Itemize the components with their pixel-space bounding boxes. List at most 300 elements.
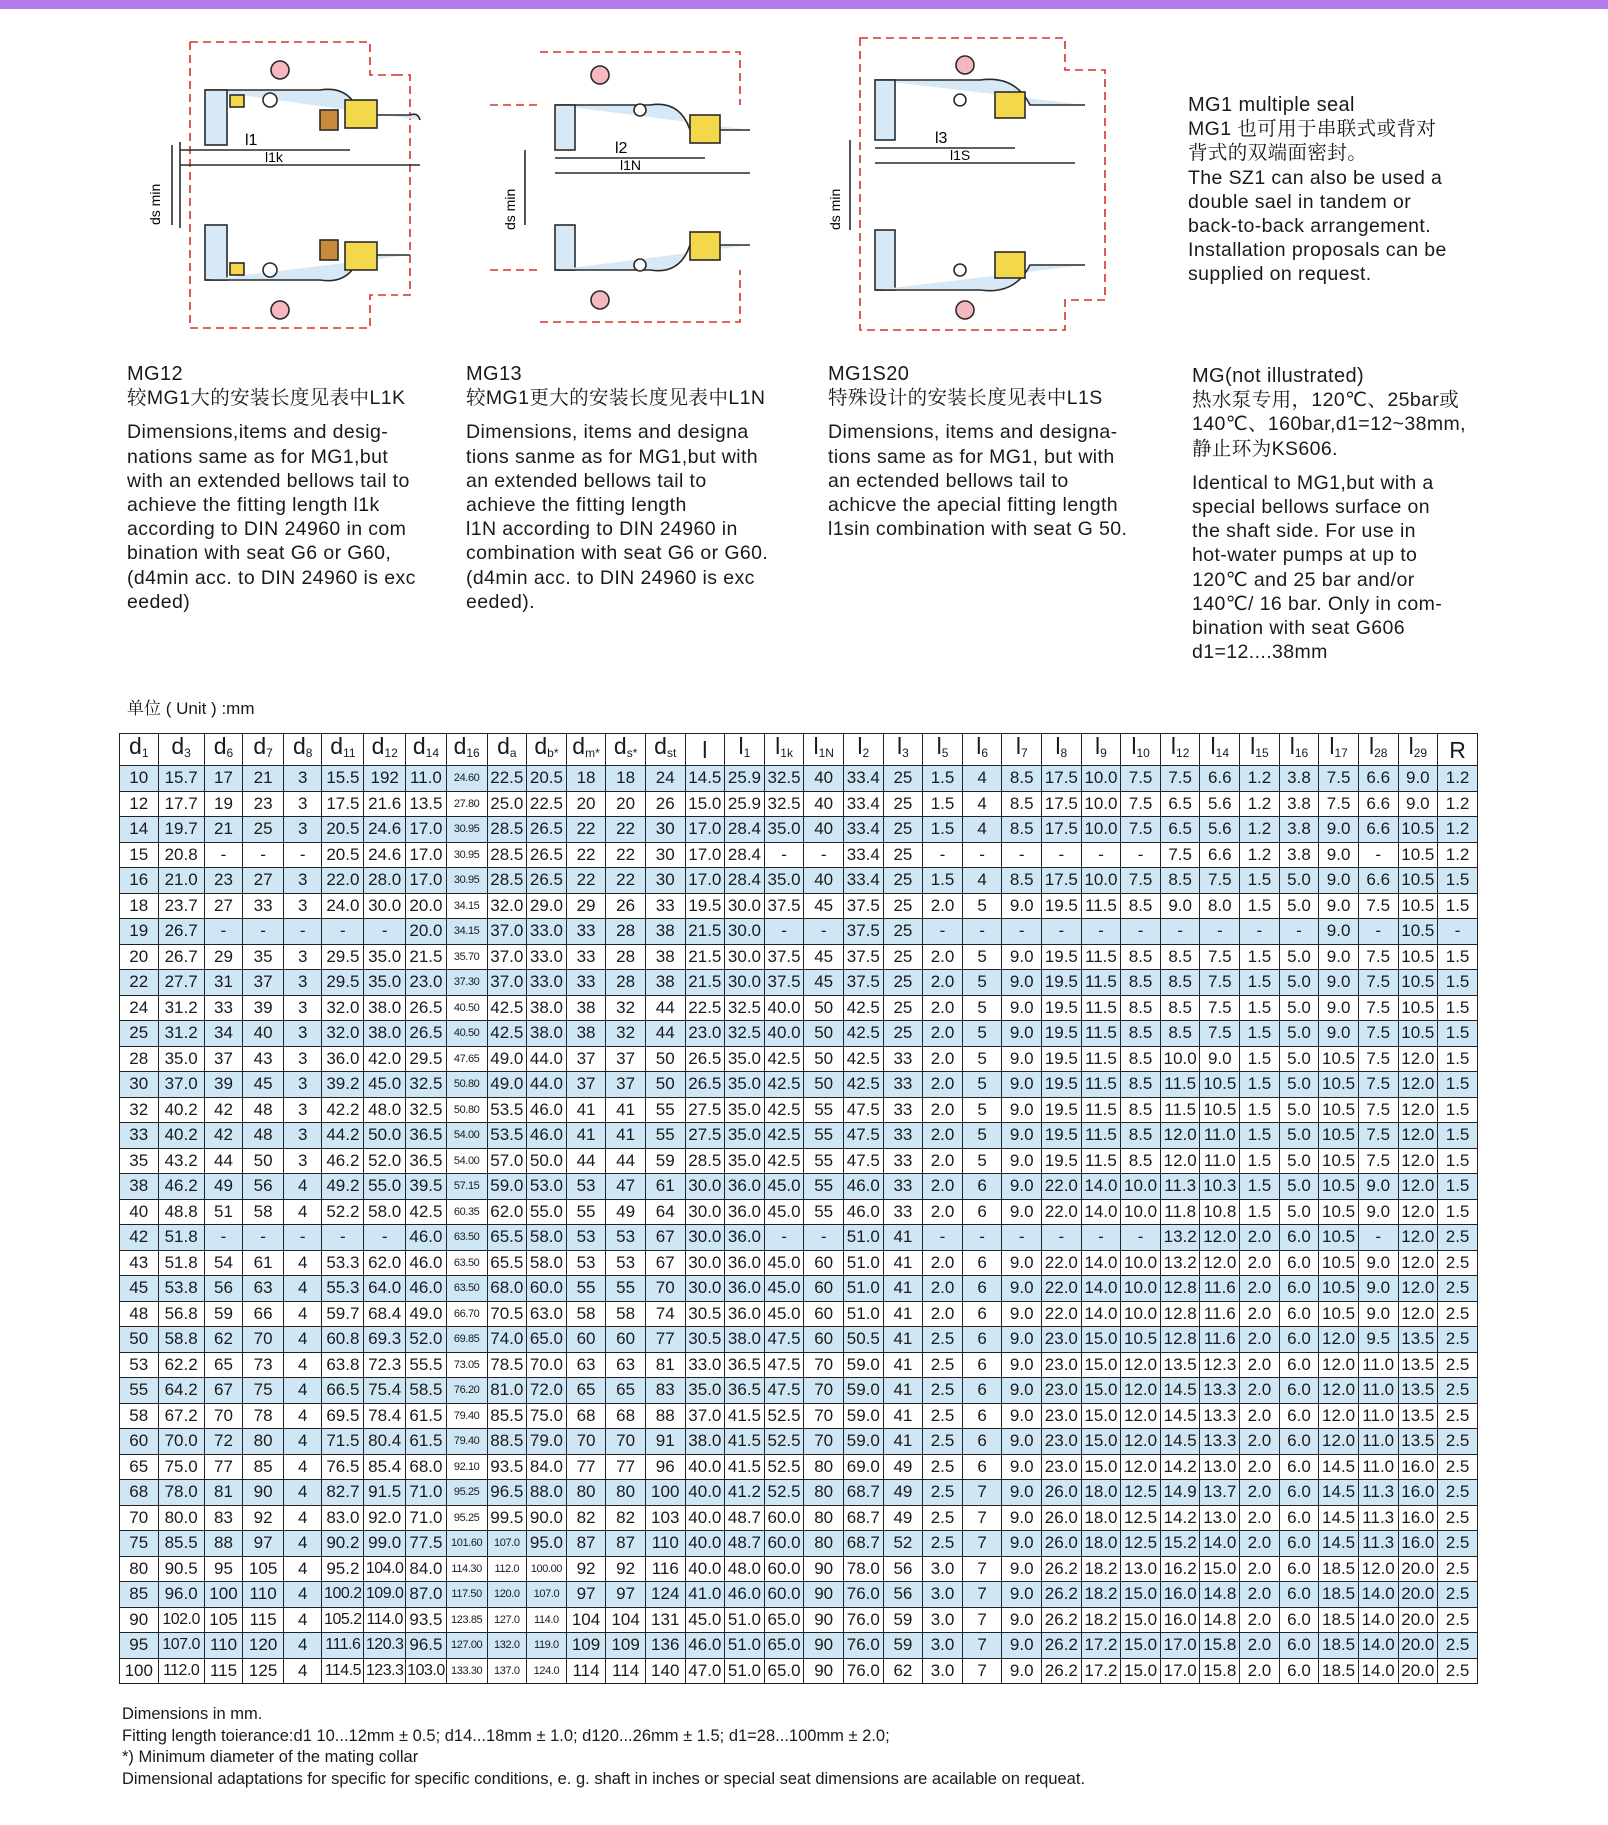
table-cell: 37.5: [764, 944, 804, 970]
table-cell: 62: [204, 1327, 243, 1353]
table-cell: 42.5: [764, 1123, 804, 1149]
table-cell: 35.0: [725, 1123, 765, 1149]
table-cell: -: [764, 842, 804, 868]
table-cell: 26.5: [406, 995, 447, 1021]
table-cell: 50.80: [446, 1072, 487, 1098]
table-cell: 67: [204, 1378, 243, 1404]
table-cell: 25.0: [487, 791, 527, 817]
table-cell: 10: [120, 766, 159, 792]
table-cell: 105.2: [322, 1607, 364, 1633]
table-cell: 5: [962, 1123, 1002, 1149]
table-cell: 73.05: [446, 1352, 487, 1378]
table-cell: 45: [804, 893, 844, 919]
table-cell: 116: [645, 1556, 685, 1582]
table-cell: 53: [606, 1225, 646, 1251]
table-cell: 48.7: [725, 1505, 765, 1531]
table-cell: -: [1042, 842, 1082, 868]
table-cell: 6.5: [1160, 817, 1200, 843]
table-cell: -: [1121, 1225, 1161, 1251]
table-row: [120, 1046, 1478, 1072]
table-cell: 33: [120, 1123, 159, 1149]
table-cell: 65.0: [764, 1633, 804, 1659]
table-cell: 20.0: [1398, 1556, 1438, 1582]
table-cell: 6: [962, 1378, 1002, 1404]
table-cell: 19.5: [1042, 893, 1082, 919]
table-cell: 63.50: [446, 1225, 487, 1251]
table-cell: 49: [606, 1199, 646, 1225]
table-cell: 21: [243, 766, 284, 792]
table-cell: 12.0: [1398, 1046, 1438, 1072]
table-cell: 53: [120, 1352, 159, 1378]
table-cell: 72: [204, 1429, 243, 1455]
table-cell: 25: [883, 817, 923, 843]
table-cell: 66.70: [446, 1301, 487, 1327]
table-cell: 25: [883, 842, 923, 868]
table-cell: 22: [606, 842, 646, 868]
table-cell: 62.0: [487, 1199, 527, 1225]
table-cell: -: [1002, 919, 1042, 945]
table-cell: 91: [645, 1429, 685, 1455]
table-cell: 2.0: [923, 1123, 963, 1149]
table-cell: 90: [804, 1582, 844, 1608]
mg1s20-l3-label: l3: [935, 130, 948, 147]
table-cell: 112.0: [487, 1556, 527, 1582]
table-cell: 12.0: [1319, 1403, 1359, 1429]
table-cell: 12.0: [1398, 1097, 1438, 1123]
table-cell: 192: [364, 766, 406, 792]
table-cell: 26.0: [1042, 1505, 1082, 1531]
table-cell: 22.0: [1042, 1174, 1082, 1200]
table-cell: 109: [566, 1633, 606, 1659]
table-cell: 18.5: [1319, 1607, 1359, 1633]
table-cell: 111.6: [322, 1633, 364, 1659]
table-cell: 28: [606, 944, 646, 970]
table-cell: 60: [566, 1327, 606, 1353]
table-cell: 120.3: [364, 1633, 406, 1659]
table-cell: 4: [283, 1505, 322, 1531]
table-cell: 1.5: [923, 791, 963, 817]
table-cell: 22: [566, 868, 606, 894]
table-cell: 22: [606, 868, 646, 894]
table-cell: 90.2: [322, 1531, 364, 1557]
table-cell: 69.3: [364, 1327, 406, 1353]
table-cell: 19.5: [685, 893, 725, 919]
table-cell: 13.0: [1121, 1556, 1161, 1582]
table-cell: 51.0: [843, 1301, 883, 1327]
table-cell: 30: [645, 842, 685, 868]
table-cell: 9.0: [1200, 1046, 1240, 1072]
table-cell: 32.0: [322, 1021, 364, 1047]
table-cell: 10.5: [1200, 1097, 1240, 1123]
table-cell: 49: [883, 1480, 923, 1506]
table-cell: 4: [283, 1633, 322, 1659]
table-cell: 2.5: [1438, 1352, 1478, 1378]
table-cell: 137.0: [487, 1658, 527, 1684]
table-cell: 35.0: [158, 1046, 204, 1072]
table-row: [120, 1072, 1478, 1098]
table-cell: 4: [962, 817, 1002, 843]
table-cell: 87: [566, 1531, 606, 1557]
table-cell: 1.5: [1438, 1046, 1478, 1072]
table-cell: 45.0: [764, 1301, 804, 1327]
table-cell: 65.5: [487, 1225, 527, 1251]
table-cell: 8.5: [1121, 1072, 1161, 1098]
table-cell: 9.0: [1002, 1072, 1042, 1098]
table-cell: 33.0: [685, 1352, 725, 1378]
table-cell: 33: [566, 944, 606, 970]
table-cell: 13.3: [1200, 1378, 1240, 1404]
table-cell: 9.0: [1002, 1378, 1042, 1404]
table-cell: 6: [962, 1327, 1002, 1353]
table-cell: 3: [283, 817, 322, 843]
table-cell: 2.0: [923, 893, 963, 919]
footnotes: [122, 1704, 1085, 1790]
table-cell: 4: [283, 1582, 322, 1608]
table-cell: 6.0: [1279, 1250, 1319, 1276]
mg-chinese-line-1: 热水泵专用，120℃、25bar或: [1192, 389, 1460, 412]
table-cell: 23.0: [406, 970, 447, 996]
table-cell: 11.3: [1160, 1174, 1200, 1200]
table-cell: 33.4: [843, 842, 883, 868]
table-cell: 12.3: [1200, 1352, 1240, 1378]
table-cell: 22: [606, 817, 646, 843]
column-header-l1k: $l_{1k}$: [764, 734, 804, 766]
table-cell: 60: [804, 1327, 844, 1353]
table-row: [120, 1225, 1478, 1251]
table-cell: 114: [566, 1658, 606, 1684]
table-cell: 46.0: [843, 1174, 883, 1200]
table-cell: 127.0: [487, 1607, 527, 1633]
table-cell: -: [1358, 842, 1398, 868]
table-cell: 22: [566, 817, 606, 843]
table-cell: 44: [606, 1148, 646, 1174]
table-cell: 1.5: [1438, 1199, 1478, 1225]
table-cell: 37: [566, 1072, 606, 1098]
table-cell: 58: [606, 1301, 646, 1327]
table-cell: 17.0: [1160, 1633, 1200, 1659]
table-cell: 25: [883, 893, 923, 919]
table-cell: 76.0: [843, 1582, 883, 1608]
table-cell: 28.5: [487, 817, 527, 843]
table-cell: 51.8: [158, 1225, 204, 1251]
table-cell: 70: [120, 1505, 159, 1531]
table-cell: 12.0: [1398, 1174, 1438, 1200]
table-cell: 90: [243, 1480, 284, 1506]
mg-line-2: special bellows surface on: [1192, 496, 1431, 519]
table-cell: 22.0: [1042, 1250, 1082, 1276]
table-cell: 6.0: [1279, 1607, 1319, 1633]
table-cell: 3: [283, 893, 322, 919]
table-cell: 56: [883, 1582, 923, 1608]
table-cell: 123.3: [364, 1658, 406, 1684]
table-cell: 54.00: [446, 1123, 487, 1149]
table-cell: -: [283, 919, 322, 945]
mg13-line-8: eeded).: [466, 590, 535, 613]
table-cell: 41: [606, 1123, 646, 1149]
table-cell: 20.0: [1398, 1658, 1438, 1684]
table-row: [120, 817, 1478, 843]
column-header-l29: $l_{29}$: [1398, 734, 1438, 766]
table-cell: 40.0: [685, 1480, 725, 1506]
table-cell: 2.0: [923, 1276, 963, 1302]
mg12-title: MG12: [127, 363, 184, 385]
table-cell: 77: [566, 1454, 606, 1480]
table-cell: 47.5: [764, 1352, 804, 1378]
mg13-l2-label: l2: [615, 140, 628, 157]
table-cell: 2.5: [923, 1454, 963, 1480]
table-cell: 43: [120, 1250, 159, 1276]
table-cell: 77: [645, 1327, 685, 1353]
table-cell: 18.5: [1319, 1633, 1359, 1659]
table-cell: 55.0: [527, 1199, 567, 1225]
table-cell: 6.6: [1200, 842, 1240, 868]
table-cell: 53.8: [158, 1276, 204, 1302]
mg12-ds-min-label: ds min: [147, 183, 163, 225]
table-cell: 1.5: [1438, 893, 1478, 919]
table-cell: 35.0: [685, 1378, 725, 1404]
table-cell: 28.4: [725, 842, 765, 868]
table-cell: 33: [883, 1174, 923, 1200]
table-cell: 60.8: [322, 1327, 364, 1353]
table-cell: 60.0: [764, 1556, 804, 1582]
table-cell: 37.5: [843, 970, 883, 996]
table-cell: 20.8: [158, 842, 204, 868]
table-cell: -: [764, 1225, 804, 1251]
table-cell: 59.0: [487, 1174, 527, 1200]
table-cell: 41: [566, 1123, 606, 1149]
table-cell: 15.0: [685, 791, 725, 817]
mg13-line-7: (d4min acc. to DIN 24960 is exc: [466, 566, 755, 589]
table-cell: 37.5: [843, 944, 883, 970]
table-cell: -: [962, 842, 1002, 868]
table-cell: 53.0: [527, 1174, 567, 1200]
table-cell: 65.0: [764, 1607, 804, 1633]
table-cell: -: [962, 919, 1002, 945]
table-cell: 7.5: [1160, 766, 1200, 792]
table-cell: 6.5: [1160, 791, 1200, 817]
table-cell: 8.5: [1121, 1123, 1161, 1149]
table-cell: 5.0: [1279, 1021, 1319, 1047]
table-row: [120, 1633, 1478, 1659]
table-cell: 25.9: [725, 766, 765, 792]
table-row: [120, 1480, 1478, 1506]
table-cell: 81: [645, 1352, 685, 1378]
table-cell: 1.5: [1438, 1174, 1478, 1200]
table-cell: 11.3: [1358, 1505, 1398, 1531]
table-cell: 52.5: [764, 1454, 804, 1480]
table-cell: 49.0: [406, 1301, 447, 1327]
table-cell: 55: [804, 1148, 844, 1174]
table-cell: 16.0: [1398, 1505, 1438, 1531]
table-cell: 25: [243, 817, 284, 843]
table-cell: 4: [283, 1250, 322, 1276]
table-cell: -: [1279, 919, 1319, 945]
table-cell: 7.5: [1121, 791, 1161, 817]
table-cell: 13.3: [1200, 1429, 1240, 1455]
table-cell: 42.5: [764, 1072, 804, 1098]
table-cell: 55: [566, 1199, 606, 1225]
table-cell: 91.5: [364, 1480, 406, 1506]
table-cell: 47: [606, 1174, 646, 1200]
table-cell: 16: [120, 868, 159, 894]
table-cell: 5.0: [1279, 1174, 1319, 1200]
table-cell: 30.0: [685, 1250, 725, 1276]
table-cell: 76.5: [322, 1454, 364, 1480]
column-header-l15: $l_{15}$: [1240, 734, 1280, 766]
table-cell: 2.5: [1438, 1276, 1478, 1302]
table-cell: 36.0: [725, 1225, 765, 1251]
table-cell: 63.50: [446, 1276, 487, 1302]
table-cell: 115: [204, 1658, 243, 1684]
table-cell: 37: [606, 1046, 646, 1072]
table-cell: -: [962, 1225, 1002, 1251]
table-cell: 14.0: [1358, 1633, 1398, 1659]
table-cell: 4: [962, 868, 1002, 894]
table-cell: 32.5: [764, 766, 804, 792]
table-row: [120, 1123, 1478, 1149]
table-cell: 8.0: [1200, 893, 1240, 919]
table-cell: 70: [606, 1429, 646, 1455]
table-cell: 44: [204, 1148, 243, 1174]
table-cell: 10.5: [1319, 1199, 1359, 1225]
table-cell: 50.0: [364, 1123, 406, 1149]
table-cell: 45: [804, 970, 844, 996]
mg12-line-5: according to DIN 24960 in com: [127, 518, 407, 541]
table-cell: 15.0: [1081, 1429, 1121, 1455]
table-cell: 73: [243, 1352, 284, 1378]
table-cell: 55: [804, 1097, 844, 1123]
table-cell: 85: [243, 1454, 284, 1480]
table-cell: 30.0: [685, 1225, 725, 1251]
table-cell: 33: [566, 919, 606, 945]
table-cell: 10.5: [1319, 1250, 1359, 1276]
table-cell: 8.5: [1121, 1021, 1161, 1047]
table-cell: 2.0: [923, 1072, 963, 1098]
table-cell: 42.5: [843, 995, 883, 1021]
table-cell: 1.5: [923, 766, 963, 792]
table-cell: 48.7: [725, 1531, 765, 1557]
table-cell: 41: [883, 1225, 923, 1251]
table-cell: 6.0: [1279, 1403, 1319, 1429]
table-cell: 5.0: [1279, 970, 1319, 996]
table-cell: 50.80: [446, 1097, 487, 1123]
table-cell: 1.2: [1240, 842, 1280, 868]
table-cell: -: [243, 1225, 284, 1251]
table-cell: 4: [283, 1658, 322, 1684]
table-cell: 32.5: [406, 1072, 447, 1098]
table-cell: 51.0: [725, 1633, 765, 1659]
table-cell: 11.0: [1200, 1148, 1240, 1174]
table-cell: 4: [283, 1454, 322, 1480]
table-cell: 13.0: [1200, 1454, 1240, 1480]
table-cell: 33.0: [527, 970, 567, 996]
table-cell: 66: [243, 1301, 284, 1327]
table-cell: 7: [962, 1607, 1002, 1633]
table-cell: 9.0: [1002, 1046, 1042, 1072]
table-cell: 37.0: [487, 970, 527, 996]
table-cell: 65: [120, 1454, 159, 1480]
table-cell: 10.5: [1200, 1072, 1240, 1098]
table-cell: 62: [883, 1658, 923, 1684]
table-cell: 2.0: [923, 1174, 963, 1200]
table-cell: 14.2: [1160, 1505, 1200, 1531]
table-cell: 18.5: [1319, 1582, 1359, 1608]
table-cell: 14.5: [685, 766, 725, 792]
table-cell: -: [804, 1225, 844, 1251]
table-row: [120, 1097, 1478, 1123]
table-cell: 56: [243, 1174, 284, 1200]
table-cell: 20.0: [1398, 1633, 1438, 1659]
table-cell: 70.0: [158, 1429, 204, 1455]
table-cell: 12.5: [1121, 1480, 1161, 1506]
table-cell: 37.0: [685, 1403, 725, 1429]
table-cell: 23.0: [1042, 1378, 1082, 1404]
table-cell: 9.0: [1002, 1480, 1042, 1506]
table-cell: 12: [120, 791, 159, 817]
table-cell: 18.5: [1319, 1658, 1359, 1684]
table-cell: 9.0: [1002, 1454, 1042, 1480]
table-cell: 51.0: [843, 1276, 883, 1302]
table-cell: 52.2: [322, 1199, 364, 1225]
table-cell: 65: [204, 1352, 243, 1378]
table-cell: 78.0: [158, 1480, 204, 1506]
table-cell: 46.0: [843, 1199, 883, 1225]
table-cell: 7: [962, 1633, 1002, 1659]
table-cell: 18.0: [1081, 1531, 1121, 1557]
table-cell: 10.5: [1319, 1123, 1359, 1149]
table-cell: 59: [883, 1633, 923, 1659]
table-cell: 13.5: [1398, 1327, 1438, 1353]
table-cell: 17.0: [406, 817, 447, 843]
table-cell: 6: [962, 1250, 1002, 1276]
table-cell: -: [923, 919, 963, 945]
table-cell: 58.5: [406, 1378, 447, 1404]
mg13-cross-section: [490, 30, 780, 340]
table-cell: 8.5: [1002, 766, 1042, 792]
table-cell: 8.5: [1121, 970, 1161, 996]
table-cell: 4: [962, 791, 1002, 817]
table-cell: 7: [962, 1480, 1002, 1506]
table-cell: 62.2: [158, 1352, 204, 1378]
table-cell: 96.5: [406, 1633, 447, 1659]
table-cell: 5.0: [1279, 1123, 1319, 1149]
table-cell: 90: [804, 1607, 844, 1633]
table-cell: 23.0: [1042, 1454, 1082, 1480]
table-cell: 47.0: [685, 1658, 725, 1684]
table-cell: 62.0: [364, 1250, 406, 1276]
table-cell: 3.8: [1279, 842, 1319, 868]
table-cell: 5.0: [1279, 1199, 1319, 1225]
table-cell: 14.5: [1319, 1505, 1359, 1531]
table-cell: 47.5: [764, 1378, 804, 1404]
table-cell: 11.5: [1081, 1097, 1121, 1123]
table-cell: 55: [645, 1123, 685, 1149]
table-cell: 26.5: [685, 1046, 725, 1072]
table-cell: 47.5: [843, 1097, 883, 1123]
column-header-d1: $d_1$: [120, 734, 159, 766]
table-cell: 88.0: [527, 1480, 567, 1506]
table-cell: -: [1121, 919, 1161, 945]
table-cell: 11.6: [1200, 1301, 1240, 1327]
table-cell: 33: [883, 1097, 923, 1123]
table-cell: 11.0: [1358, 1454, 1398, 1480]
table-cell: 120.0: [487, 1582, 527, 1608]
table-cell: 35.0: [725, 1046, 765, 1072]
table-cell: 15.0: [1121, 1607, 1161, 1633]
table-cell: 105: [204, 1607, 243, 1633]
table-cell: 64: [645, 1199, 685, 1225]
table-cell: 25: [883, 868, 923, 894]
